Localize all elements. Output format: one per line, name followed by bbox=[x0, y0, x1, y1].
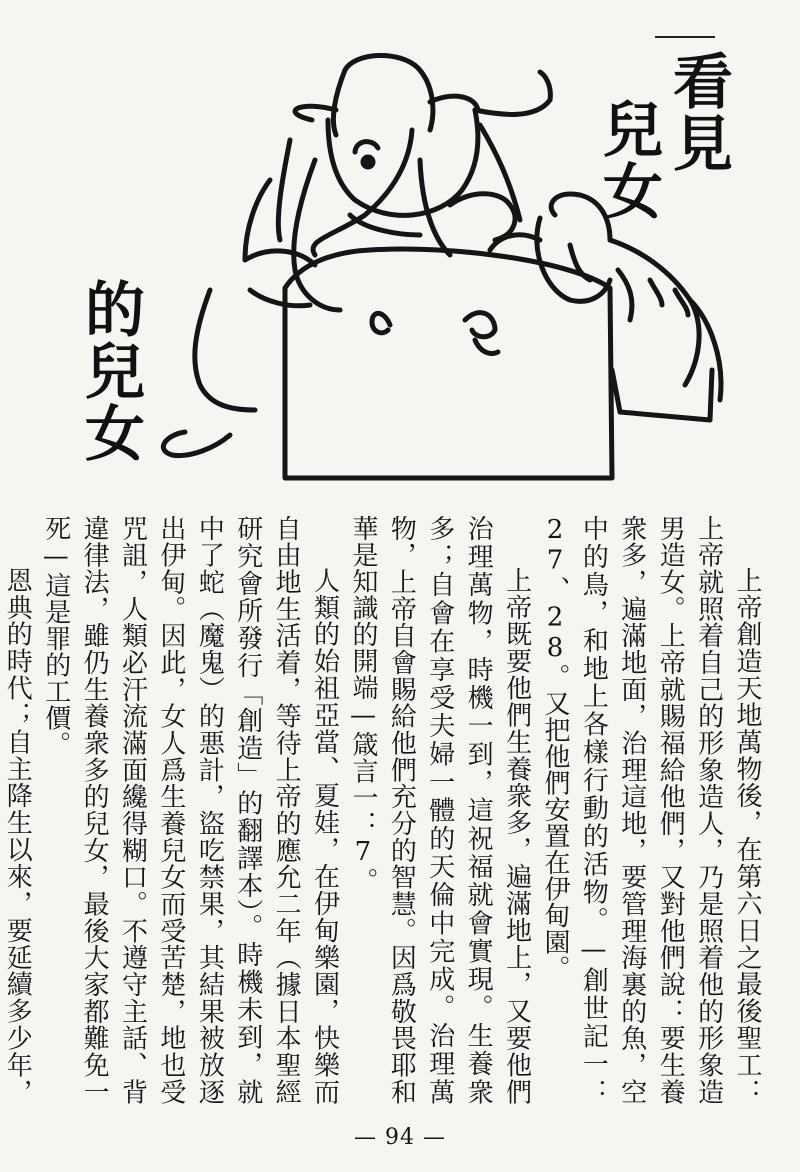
page-number: — 94 — bbox=[354, 1125, 446, 1150]
title-line-3: 的兒女 bbox=[75, 278, 145, 464]
paragraph-creation: 上帝創造天地萬物後，在第六日之最後聖工：上帝就照着自己的形象造人，乃是照着他的形象造男造女。上帝就賜福給他們，又對他們說：要生養衆多，遍滿地面，治理這地，要管理海裏的魚，空中的鳥，和地上各樣行動的活物。—創世記一：27、28。又把他們安置在伊甸園。 bbox=[539, 515, 762, 1105]
title-line-2: 兒女 bbox=[593, 98, 663, 222]
paragraph-blessing: 上帝既要他們生養衆多，遍滿地上，又要他們治理萬物，時機一到，這祝福就會實現。生養衆多；自會在享受夫婦一體的天倫中完成。治理萬物，上帝自會賜給他們充分的智慧。因爲敬畏耶和華是知識的開端—箴言一：7。 bbox=[347, 515, 532, 1105]
title-line-1: 看見 bbox=[663, 50, 733, 174]
title-rule bbox=[655, 36, 715, 38]
paragraph-grace: 恩典的時代；自主降生以來，要延續多少年， bbox=[2, 567, 33, 1105]
paragraph-adam-eve: 人類的始祖亞當、夏娃，在伊甸樂園，快樂而自由地生活着，等待上帝的應允二年（據日本聖經研究會所發行「創造」的翻譯本）。時機未到，就中了蛇（魔鬼）的悪計，盜吃禁果，其結果被放逐出伊甸。因此，女人爲生養兒女而受苦楚，地也受咒詛，人類必汗流滿面纔得糊口。不遵守主話、背違律法，雖仍生養衆多的兒女，最後大家都難免一死—這是罪的工價。 bbox=[40, 515, 340, 1105]
article-body bbox=[2, 515, 766, 1105]
parents-with-baby-illustration bbox=[150, 40, 733, 480]
